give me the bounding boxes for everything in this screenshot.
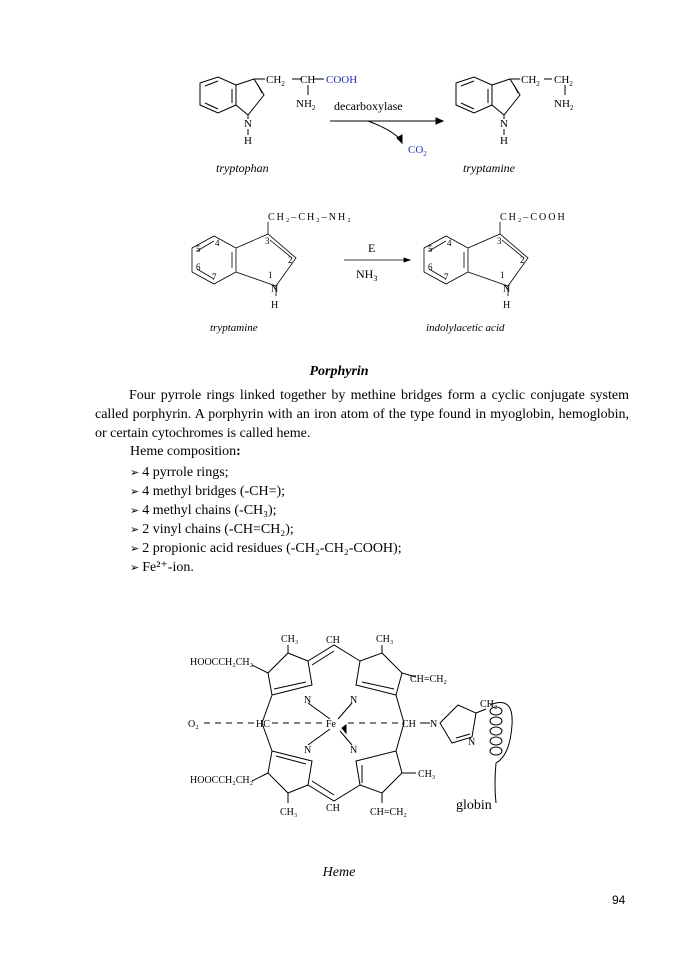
indole-h-right-2: H	[503, 300, 511, 311]
composition-list	[130, 463, 402, 577]
list-item: ➢ 4 methyl bridges (-CH=);	[130, 482, 402, 501]
side-chain-right: CH₂–COOH	[500, 212, 567, 223]
ring-number-4-right: 4	[447, 238, 452, 248]
list-item: ➢ 4 methyl chains (-CH₃);	[130, 501, 402, 520]
vinyl-top: CH=CH₂	[410, 674, 447, 685]
ch3-top-left: CH₃	[281, 634, 299, 645]
fe-label: Fe	[326, 719, 336, 730]
pyrrole-n-top-left: N	[304, 695, 312, 706]
indole-h-label: H	[244, 135, 252, 147]
ch2a-label: $CH_2$	[521, 74, 540, 88]
indole-n-label: N	[244, 118, 252, 130]
ring-number-3-right: 3	[497, 236, 502, 246]
pyrrole-ring-left	[236, 79, 264, 115]
pyrrole-ring-bottom-right	[356, 751, 402, 793]
ring-number-6-right: 6	[428, 262, 433, 272]
imidazole-n-2: N	[468, 737, 476, 748]
reagent-e: E	[368, 241, 376, 255]
section-heading: Porphyrin	[309, 364, 369, 379]
side-chain-left: CH₂–CH₂–NH₂	[268, 212, 353, 223]
ch2-label: $CH_2$	[266, 74, 285, 88]
reaction-tryptophan-decarboxylation	[0, 55, 678, 185]
ch2b-label: $CH_2$	[554, 74, 573, 88]
pyrrole-n-top-right: N	[350, 695, 358, 706]
heme-structure-diagram	[0, 625, 678, 835]
reagent-nh3: $NH_3$	[356, 267, 378, 283]
tryptophan-caption: tryptophan	[216, 161, 269, 175]
ch-bottom: CH	[326, 803, 340, 814]
propionic-bottom: HOOCCH₂CH₂	[190, 775, 254, 786]
composition-title: Heme composition:	[130, 444, 241, 459]
list-item: ➢ 2 propionic acid residues (-CH₂-CH₂-COOH);	[130, 539, 402, 558]
ring-number-2-right: 2	[520, 255, 525, 265]
indole-h-right-label: H	[500, 135, 508, 147]
co2-label: $CO_2$	[408, 144, 427, 158]
ring-number-5: 5	[196, 244, 201, 254]
ch-label: CH	[300, 74, 316, 86]
vinyl-bottom: CH=CH₂	[370, 807, 407, 818]
ring-number-1-right: 1	[500, 270, 505, 280]
globin-label: globin	[456, 798, 492, 813]
benzene-ring-right	[456, 77, 492, 113]
imidazole-ch2: CH₂	[480, 699, 498, 710]
indolylacetic-acid-caption: indolylacetic acid	[426, 322, 505, 334]
ring-number-7: 7	[212, 272, 217, 282]
heme-caption: Heme	[322, 865, 356, 880]
ring-number-2: 2	[288, 255, 293, 265]
indole-h-2: H	[271, 300, 279, 311]
propionic-top: HOOCCH₂CH₂	[190, 657, 254, 668]
nh2-right-label: $NH_2$	[554, 98, 574, 112]
reaction-tryptamine-oxidation	[0, 200, 678, 340]
pyrrole-ring-top-right	[356, 653, 402, 695]
ch3-top-right: CH₃	[376, 634, 394, 645]
tryptamine-caption: tryptamine	[463, 161, 515, 175]
page-number: 94	[612, 893, 626, 907]
pyrrole-n-bottom-right: N	[350, 745, 358, 756]
list-item: ➢ Fe²⁺-ion.	[130, 558, 402, 577]
indole-n-2: N	[271, 284, 279, 295]
ring-number-5-right: 5	[428, 244, 433, 254]
ch-top: CH	[326, 635, 340, 646]
ring-number-4: 4	[215, 238, 220, 248]
co2-release-arrow	[368, 121, 400, 139]
tryptamine-caption-2: tryptamine	[210, 322, 258, 334]
globin-helix	[490, 703, 512, 804]
ring-number-7-right: 7	[444, 272, 449, 282]
list-item: ➢ 4 pyrrole rings;	[130, 463, 402, 482]
ch-right: CH	[402, 719, 416, 730]
ring-number-1: 1	[268, 270, 273, 280]
ring-number-3: 3	[265, 236, 270, 246]
ch3-bottom-left: CH₃	[280, 807, 298, 818]
ch3-bottom-right: CH₃	[418, 769, 436, 780]
indole-n-right-label: N	[500, 118, 508, 130]
imidazole-n-1: N	[430, 719, 438, 730]
cooh-label: COOH	[326, 74, 358, 86]
pyrrole-ring-right	[492, 79, 520, 115]
enzyme-label: decarboxylase	[334, 99, 403, 113]
pyrrole-n-bottom-left: N	[304, 745, 312, 756]
nh2-label: $NH_2$	[296, 98, 316, 112]
hc-label: HC	[256, 719, 270, 730]
ring-number-6: 6	[196, 262, 201, 272]
indole-n-right-2: N	[503, 284, 511, 295]
o2-label: O₂	[188, 719, 199, 730]
benzene-ring-left	[200, 77, 236, 113]
porphyrin-paragraph: Four pyrrole rings linked together by methine bridges form a cyclic conjugate system called porphyrin. A porphyrin with an iron atom of the type found in myoglobin, hemoglobin, or certain cytochromes is called heme.	[95, 388, 629, 441]
list-item: ➢ 2 vinyl chains (-CH=CH₂);	[130, 520, 402, 539]
pyrrole-ring-bottom-left	[268, 751, 312, 793]
